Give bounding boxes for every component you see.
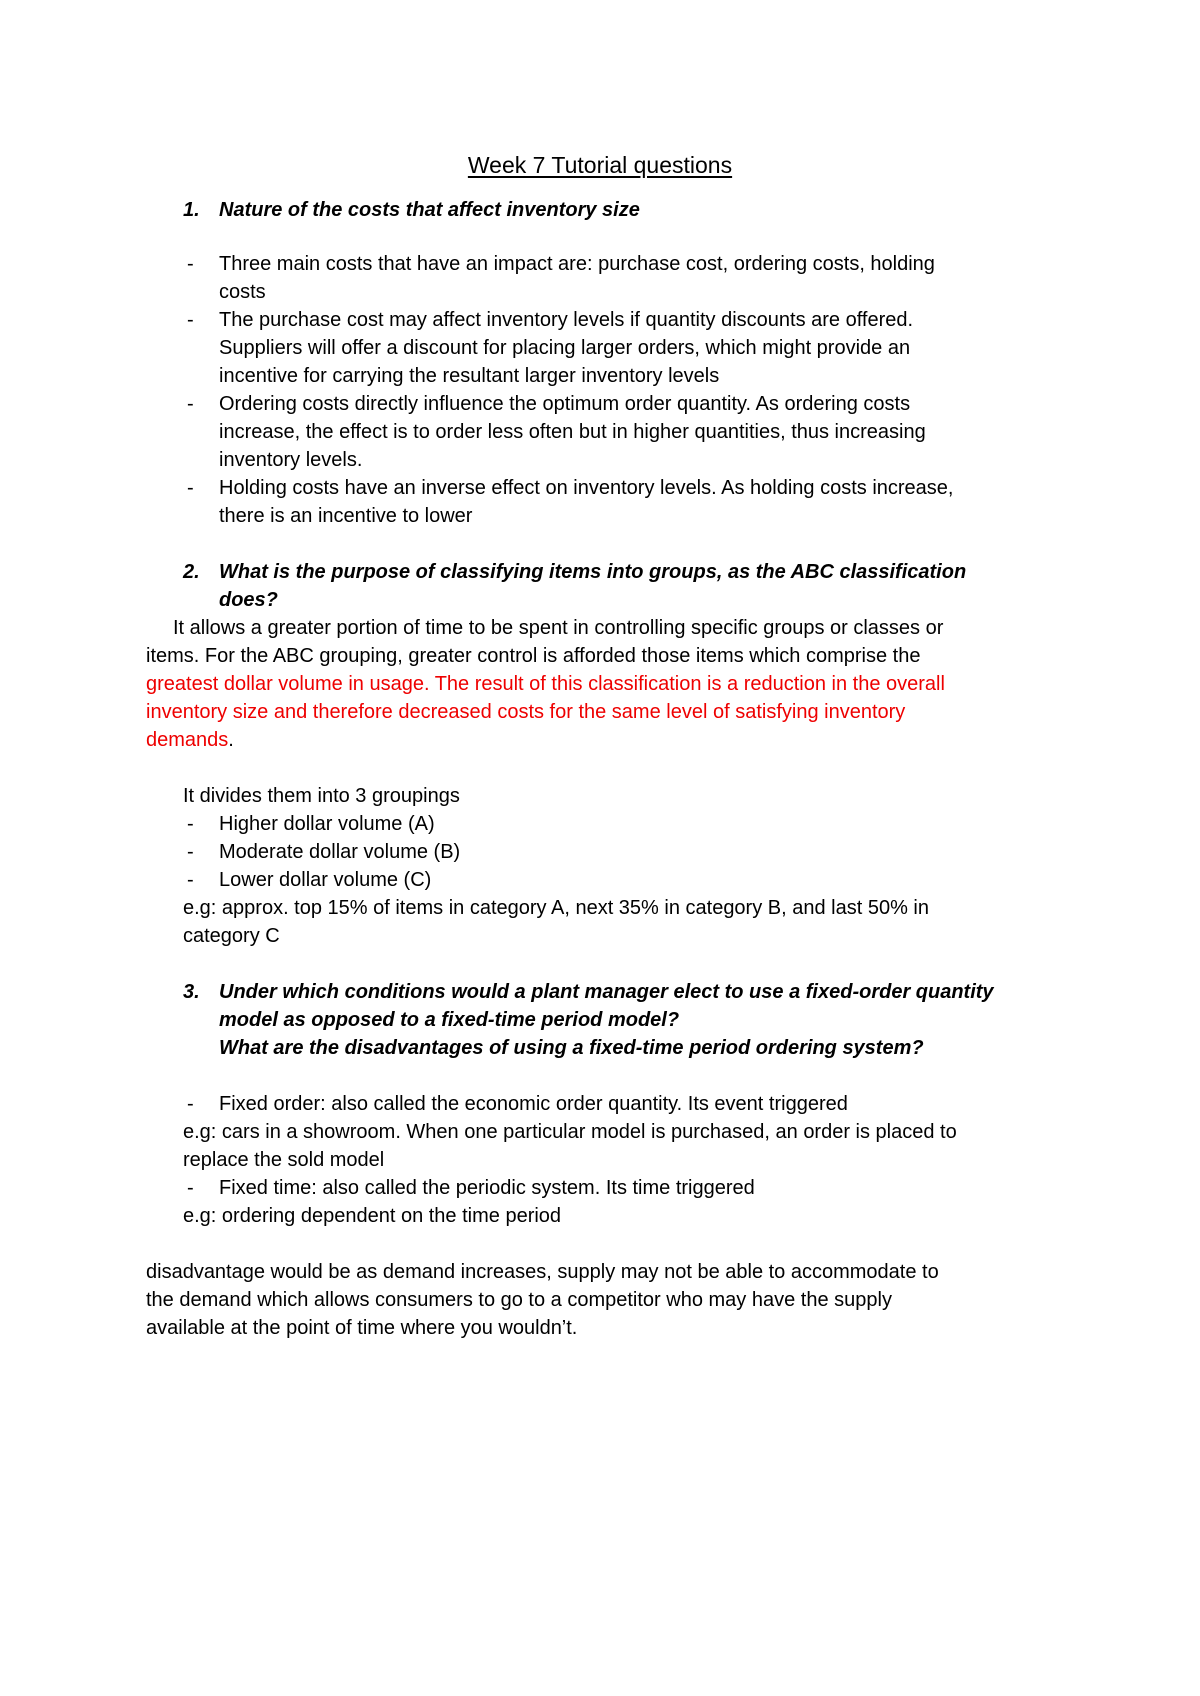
q1-bullet-4-line-1: Holding costs have an inverse effect on inventory levels. As holding costs increase, xyxy=(219,477,954,499)
q1-bullet-2-line-3: incentive for carrying the resultant larger inventory levels xyxy=(219,365,720,387)
q2-answer-line-4-highlighted: inventory size and therefore decreased costs for the same level of satisfying inventory xyxy=(146,701,906,723)
q3-disadvantage-line-1: disadvantage would be as demand increases, supply may not be able to accommodate to xyxy=(146,1261,939,1283)
q2-group-2: Moderate dollar volume (B) xyxy=(219,841,461,863)
q3-heading-line-2: model as opposed to a fixed-time period model? xyxy=(219,1009,680,1031)
q2-group-1-marker: - xyxy=(187,813,194,835)
q3-example-2: e.g: ordering dependent on the time period xyxy=(183,1205,562,1227)
q1-bullet-2-line-1: The purchase cost may affect inventory levels if quantity discounts are offered. xyxy=(219,309,914,331)
q3-bullet-2-marker: - xyxy=(187,1177,194,1199)
q2-answer-line-5-highlighted: demands xyxy=(146,729,229,751)
q3-example-1-line-1: e.g: cars in a showroom. When one particular model is purchased, an order is placed to xyxy=(183,1121,957,1143)
q3-example-1-line-2: replace the sold model xyxy=(183,1149,385,1171)
q3-disadvantage-line-3: available at the point of time where you wouldn’t. xyxy=(146,1317,578,1339)
q2-groupings-intro: It divides them into 3 groupings xyxy=(183,785,460,807)
q3-bullet-2: Fixed time: also called the periodic system. Its time triggered xyxy=(219,1177,755,1199)
q1-number: 1. xyxy=(183,199,200,221)
q2-group-2-marker: - xyxy=(187,841,194,863)
q3-heading-line-3: What are the disadvantages of using a fixed-time period ordering system? xyxy=(219,1037,924,1059)
q3-number: 3. xyxy=(183,981,200,1003)
q2-answer-line-2: items. For the ABC grouping, greater control is afforded those items which comprise the xyxy=(146,645,921,667)
q3-bullet-1: Fixed order: also called the economic order quantity. Its event triggered xyxy=(219,1093,848,1115)
q2-heading-line-2: does? xyxy=(219,589,278,611)
q3-heading-line-1: Under which conditions would a plant manager elect to use a fixed-order quantity xyxy=(219,981,994,1003)
q1-bullet-4-marker: - xyxy=(187,477,194,499)
q2-answer-line-3-highlighted: greatest dollar volume in usage. The result of this classification is a reduction in the overall xyxy=(146,673,945,695)
q2-number: 2. xyxy=(183,561,200,583)
page-title: Week 7 Tutorial questions xyxy=(467,152,733,178)
q1-bullet-3-line-2: increase, the effect is to order less often but in higher quantities, thus increasing xyxy=(219,421,926,443)
q2-example-line-2: category C xyxy=(183,925,280,947)
q2-heading-line-1: What is the purpose of classifying items into groups, as the ABC classification xyxy=(219,561,967,583)
q2-group-3: Lower dollar volume (C) xyxy=(219,869,432,891)
q3-disadvantage-line-2: the demand which allows consumers to go to a competitor who may have the supply xyxy=(146,1289,892,1311)
q1-bullet-4-line-2: there is an incentive to lower xyxy=(219,505,473,527)
q1-bullet-1-line-1: Three main costs that have an impact are: purchase cost, ordering costs, holding xyxy=(219,253,935,275)
q1-heading: Nature of the costs that affect inventory size xyxy=(219,199,640,221)
q2-answer-line-1: It allows a greater portion of time to be spent in controlling specific groups or classes or xyxy=(173,617,944,639)
q1-bullet-3-marker: - xyxy=(187,393,194,415)
q1-bullet-3-line-3: inventory levels. xyxy=(219,449,363,471)
q2-example-line-1: e.g: approx. top 15% of items in category A, next 35% in category B, and last 50% in xyxy=(183,897,929,919)
q3-bullet-1-marker: - xyxy=(187,1093,194,1115)
q2-group-3-marker: - xyxy=(187,869,194,891)
q2-answer-line-5 xyxy=(146,726,234,754)
q1-bullet-2-line-2: Suppliers will offer a discount for placing larger orders, which might provide an xyxy=(219,337,911,359)
q2-group-1: Higher dollar volume (A) xyxy=(219,813,435,835)
q1-bullet-2-marker: - xyxy=(187,309,194,331)
q1-bullet-1-line-2: costs xyxy=(219,281,266,303)
q1-bullet-3-line-1: Ordering costs directly influence the optimum order quantity. As ordering costs xyxy=(219,393,911,415)
q2-answer-line-5-period: . xyxy=(228,729,234,751)
q1-bullet-1-marker: - xyxy=(187,253,194,275)
